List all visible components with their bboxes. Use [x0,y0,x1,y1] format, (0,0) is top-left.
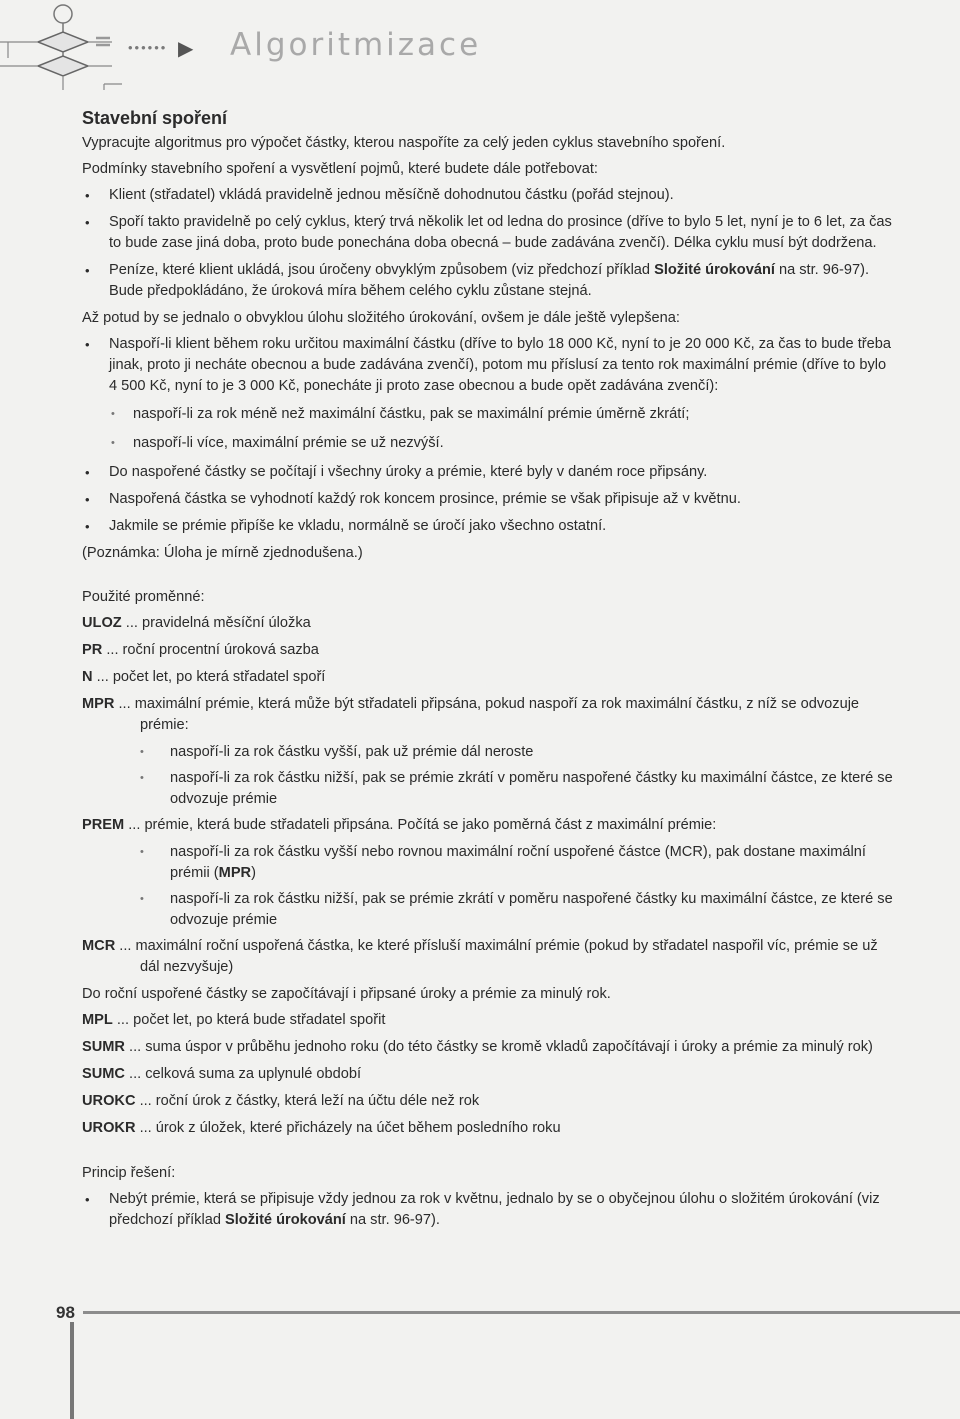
list-item: • Naspořená částka se vyhodnotí každý rok koncem prosince, prémie se však připisuje až v květnu. [82,489,897,510]
footer-rule [83,1311,960,1314]
variable-mpl: MPL ... počet let, po která bude střadatel spořit [82,1012,386,1028]
variable-sumc: SUMC ... celková suma za uplynulé období [82,1066,362,1082]
list-item: • Peníze, které klient ukládá, jsou úročeny obvyklým způsobem (viz předchozí příklad Složité úrokování na str. 96-97). Bude předpokládáno, že úroková míra během celého cyklu zůstane stejná. [82,260,897,302]
improvement-paragraph: Až potud by se jednalo o obvyklou úlohu složitého úrokování, ovšem je dále ještě vylepšena: [82,310,680,326]
annual-note: Do roční uspořené částky se započítávají i připsané úroky a prémie za minulý rok. [82,986,611,1002]
improvement-list [82,334,897,537]
variable-mcr: MCR ... maximální roční uspořená částka, ke které přísluší maximální prémie (pokud by střadatel naspořil víc, prémie se už dál nezvyšuje) [82,938,878,975]
list-item: • Nebýt prémie, která se připisuje vždy jednou za rok v květnu, jednalo by se o obyčejnou úlohu o složitém úrokování (viz předchozí příklad Složité úrokování na str. 96-97). [82,1189,897,1231]
variables-heading: Použité proměnné: [82,589,205,605]
principle-heading: Princip řešení: [82,1165,176,1181]
list-item: • Naspoří-li klient během roku určitou maximální částku (dříve to bylo 18 000 Kč, nyní to je 20 000 Kč, za čas to bude třeba jinak, proto ji necháte obecnou a bude zadávána zvenčí), potom mu příslusí za tento rok maximální prémie (dříve to bylo 4 500 Kč, nyní to je 3 000 Kč, ponecháte ji proto zase obecnou a bude opět zadávána zvenčí): • naspoří-li za rok méně než maximální částku, pak se maximální prémie úměrně zkrátí; • naspoří-li více, maximální prémie se už nezvýší. [82,334,897,454]
list-item: • Spoří takto pravidelně po celý cyklus, který trvá několik let od ledna do prosince (dříve to bylo 5 let, nyní je to 6 let, za čas to bude zase jiná doba, proto bude ponechána doba obecná – bude zadávána zvenčí). Délka cyklu musí být dodržena. [82,212,897,254]
exercise-heading: Stavební spoření [82,108,228,128]
prem-sub-list [140,842,897,931]
sub-list-item: • naspoří-li za rok částku nižší, pak se prémie zkrátí v poměru naspořené částky ku maximální částce, ze které se odvozuje prémie [140,889,897,931]
variable-uloz: ULOZ ... pravidelná měsíční úložka [82,615,311,631]
list-item: • Jakmile se prémie připíše ke vkladu, normálně se úročí jako všechno ostatní. [82,516,897,537]
page-content [82,108,897,1237]
variable-mpr: MPR ... maximální prémie, která může být střadateli připsána, pokud naspoří za rok maximální částku, z níž se odvozuje prémie: [82,696,860,733]
list-item: • Klient (střadatel) vkládá pravidelně jednou měsíčně dohodnutou částku (pořád stejnou). [82,185,897,206]
page-header [0,0,960,90]
note: (Poznámka: Úloha je mírně zjednodušena.) [82,545,363,561]
sub-list-item: • naspoří-li za rok částku vyšší nebo rovnou maximální roční uspořené částce (MCR), pak dostane maximální prémii (MPR) [140,842,897,884]
variable-urokc: UROKC ... roční úrok z částky, která leží na účtu déle než rok [82,1093,480,1109]
variable-pr: PR ... roční procentní úroková sazba [82,642,319,658]
sub-list-item: • naspoří-li za rok částku vyšší, pak už prémie dál neroste [140,742,897,763]
section-title: Algoritmizace [230,27,482,63]
reference-bold: Složité úrokování [654,262,775,278]
sub-list-item: • naspoří-li za rok méně než maximální částku, pak se maximální prémie úměrně zkrátí; [109,404,897,425]
intro-paragraph: Vypracujte algoritmus pro výpočet částky, kterou naspoříte za celý jeden cyklus stavebního spoření. [82,135,726,151]
margin-line [70,1322,74,1419]
header-dots: •••••• [128,40,168,55]
sub-list [109,404,897,454]
page-number: 98 [56,1303,75,1322]
principle-list [82,1189,897,1231]
variable-n: N ... počet let, po která střadatel spoří [82,669,326,685]
sub-list-item: • naspoří-li za rok částku nižší, pak se prémie zkrátí v poměru naspořené částky ku maximální částce, ze které se odvozuje prémie [140,768,897,810]
variable-sumr: SUMR ... suma úspor v průběhu jednoho roku (do této částky se kromě vkladů započítávají i úroky a prémie za minulý rok) [82,1039,873,1055]
arrow-right-icon: ▶ [178,38,194,60]
list-item: • Do naspořené částky se počítají i všechny úroky a prémie, které byly v daném roce připsány. [82,462,897,483]
conditions-paragraph: Podmínky stavebního spoření a vysvětlení pojmů, které budete dále potřebovat: [82,161,598,177]
reference-bold: Složité úrokování [225,1212,346,1228]
variable-prem: PREM ... prémie, která bude střadateli připsána. Počítá se jako poměrná část z maximální prémie: [82,817,717,833]
variable-urokr: UROKR ... úrok z úložek, které přicházely na účet během posledního roku [82,1120,561,1136]
sub-list-item: • naspoří-li více, maximální prémie se už nezvýší. [109,433,897,454]
mpr-sub-list [140,742,897,810]
conditions-list [82,185,897,302]
flowchart-icon [0,0,130,90]
